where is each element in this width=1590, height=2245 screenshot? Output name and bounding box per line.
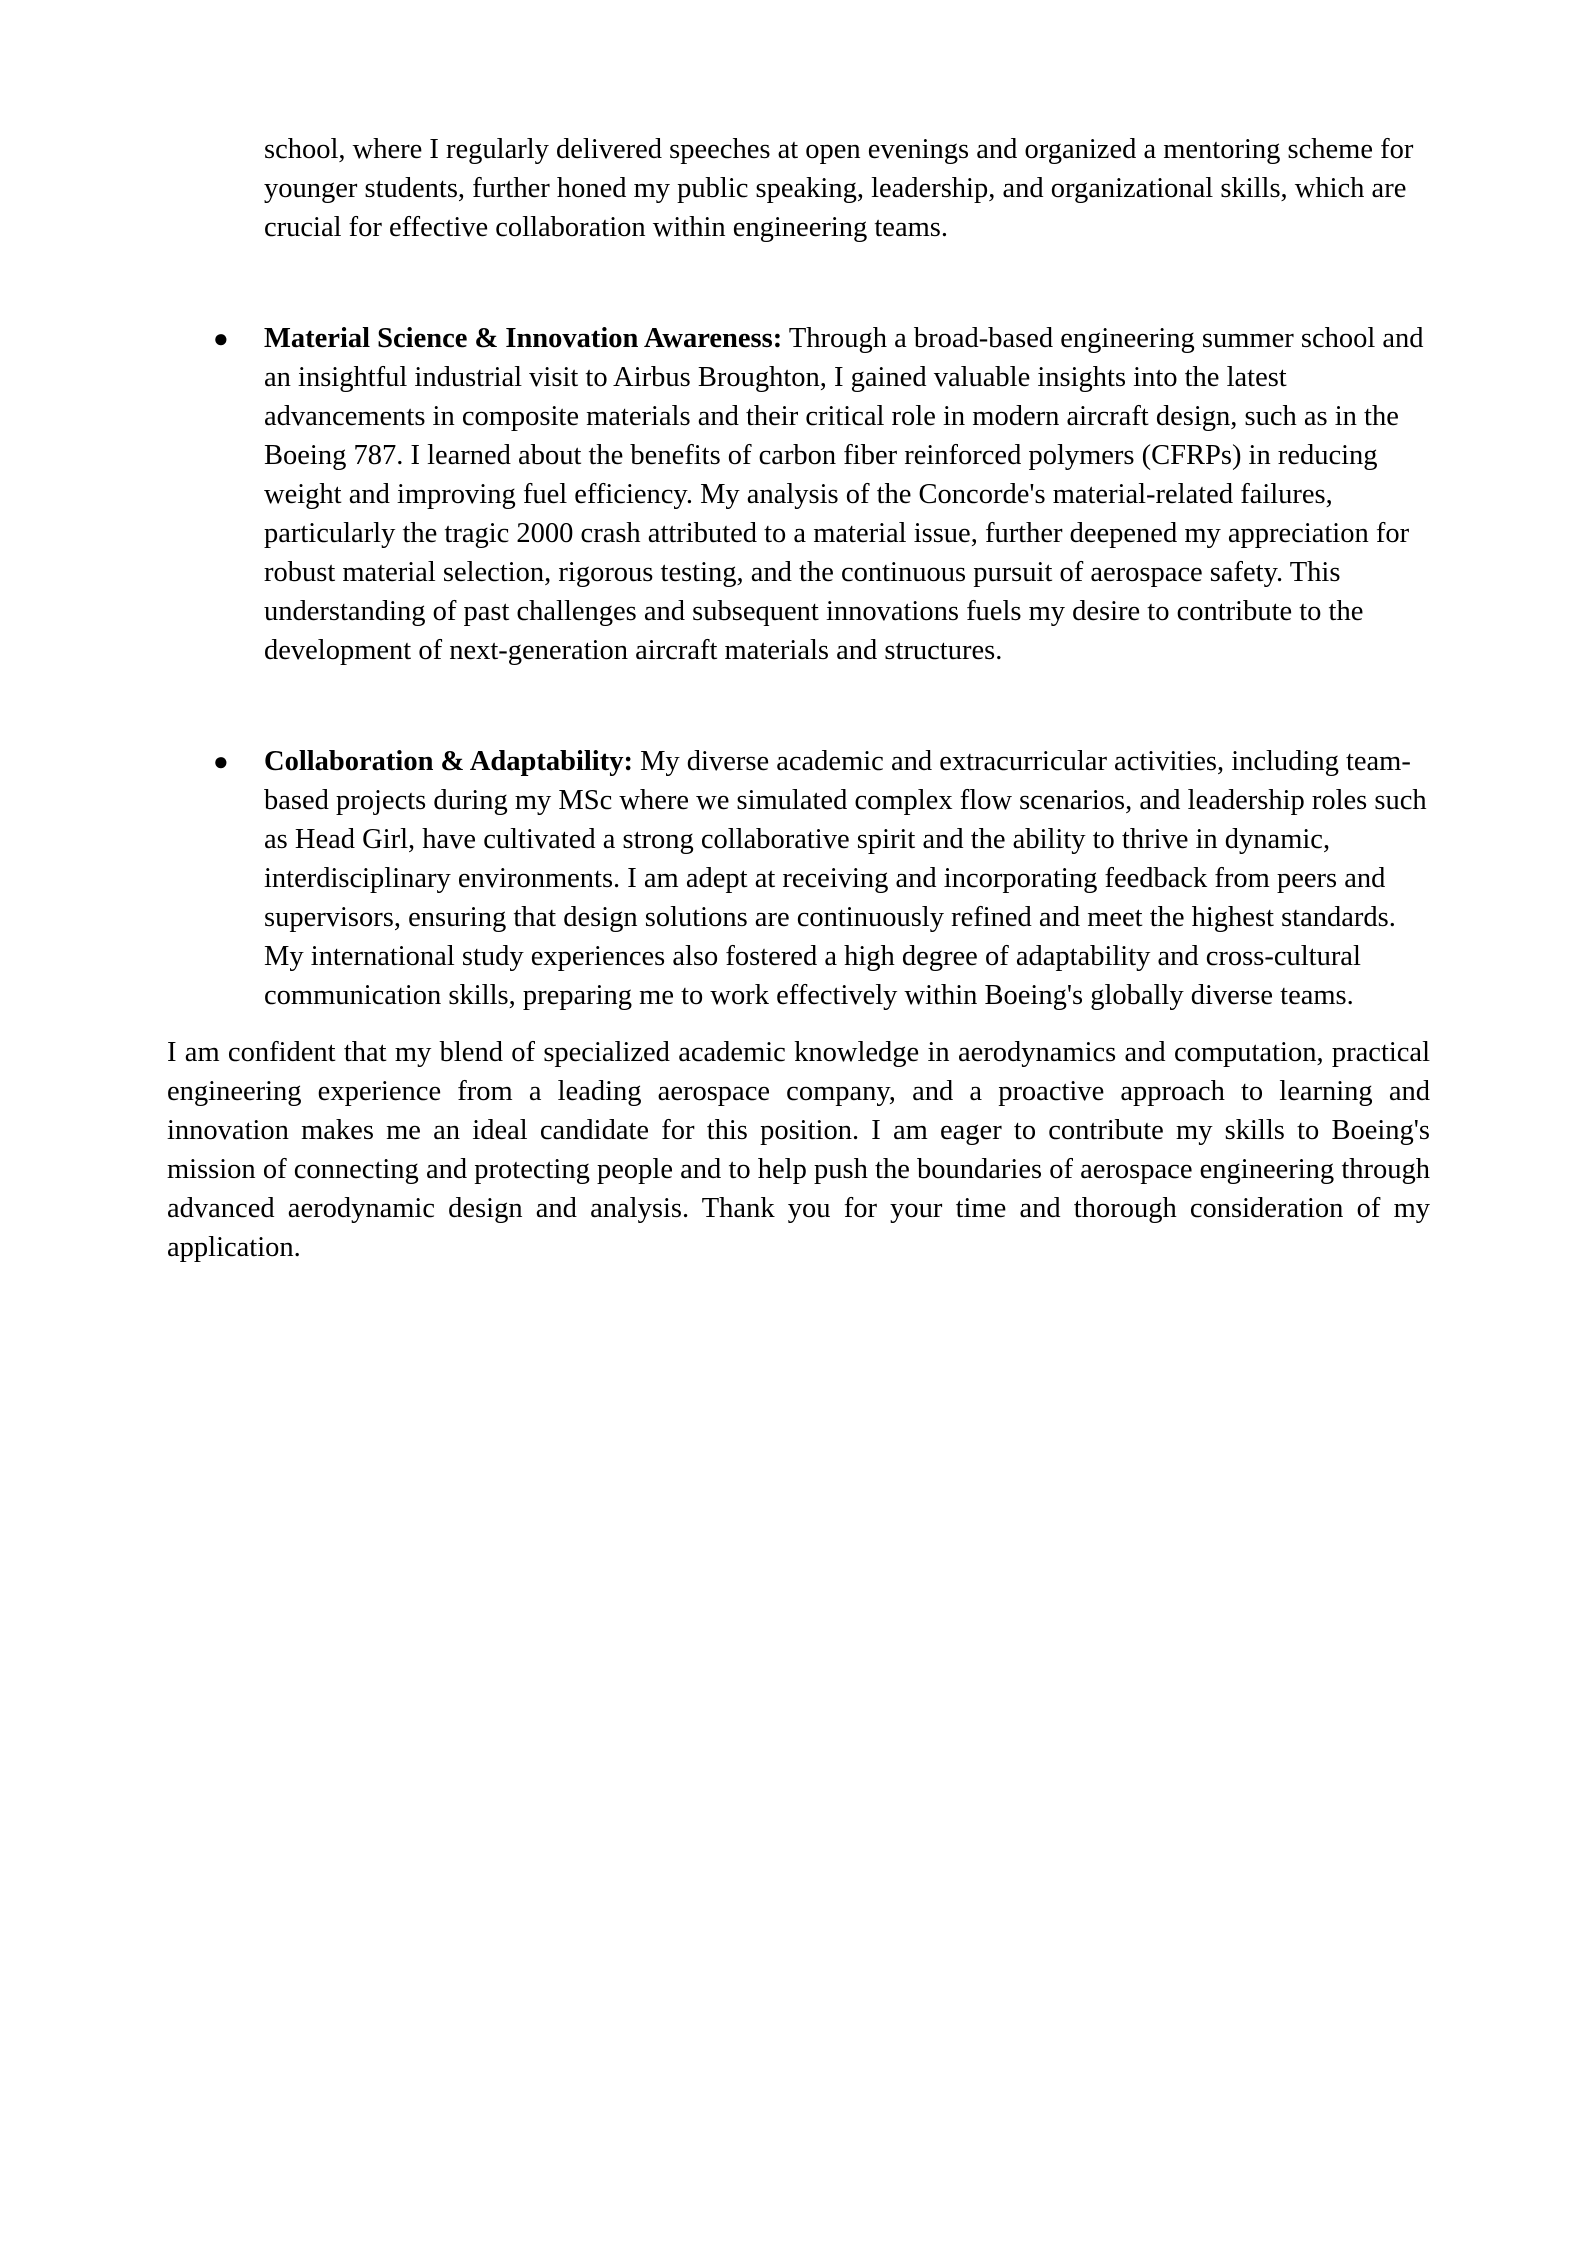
bullet-item-material-science: [213, 319, 1430, 670]
bullet-marker: ●: [213, 324, 229, 353]
bullet-lead-heading: Material Science & Innovation Awareness:: [264, 323, 783, 354]
bullet-lead-heading: Collaboration & Adaptability:: [264, 746, 633, 777]
closing-paragraph: I am confident that my blend of specialized academic knowledge in aerodynamics and computation, practical engineering experience from a leading aerospace company, and a proactive approach to learning and innovation makes me an ideal candidate for this position. I am eager to contribute my skills to Boeing's mission of connecting and protecting people and to help push the boundaries of aerospace engineering through advanced aerodynamic design and analysis. Thank you for your time and thorough consideration of my application.: [167, 1037, 1430, 1263]
bullet-marker: ●: [213, 747, 229, 776]
bullet-paragraph: [264, 319, 1430, 670]
bullet-paragraph: [264, 742, 1430, 1015]
bullet-body-text: Through a broad-based engineering summer school and an insightful industrial visit to Airbus Broughton, I gained valuable insights into the latest advancements in composite materials and their critical role in modern aircraft design, such as in the Boeing 787. I learned about the benefits of carbon fiber reinforced polymers (CFRPs) in reducing weight and improving fuel efficiency. My analysis of the Concorde's material-related failures, particularly the tragic 2000 crash attributed to a material issue, further deepened my appreciation for robust material selection, rigorous testing, and the continuous pursuit of aerospace safety. This understanding of past challenges and subsequent innovations fuels my desire to contribute to the development of next-generation aircraft materials and structures.: [264, 323, 1424, 666]
bullet-body-text: My diverse academic and extracurricular activities, including team-based projects during my MSc where we simulated complex flow scenarios, and leadership roles such as Head Girl, have cultivated a strong collaborative spirit and the ability to thrive in dynamic, interdisciplinary environments. I am adept at receiving and incorporating feedback from peers and supervisors, ensuring that design solutions are continuously refined and meet the highest standards. My international study experiences also fostered a high degree of adaptability and cross-cultural communication skills, preparing me to work effectively within Boeing's globally diverse teams.: [264, 746, 1427, 1011]
bullet-item-collaboration: [213, 742, 1430, 1015]
document-body: [167, 130, 1430, 1267]
continued-paragraph: school, where I regularly delivered speeches at open evenings and organized a mentoring scheme for younger students, further honed my public speaking, leadership, and organizational skills, which are crucial for effective collaboration within engineering teams.: [264, 134, 1414, 243]
